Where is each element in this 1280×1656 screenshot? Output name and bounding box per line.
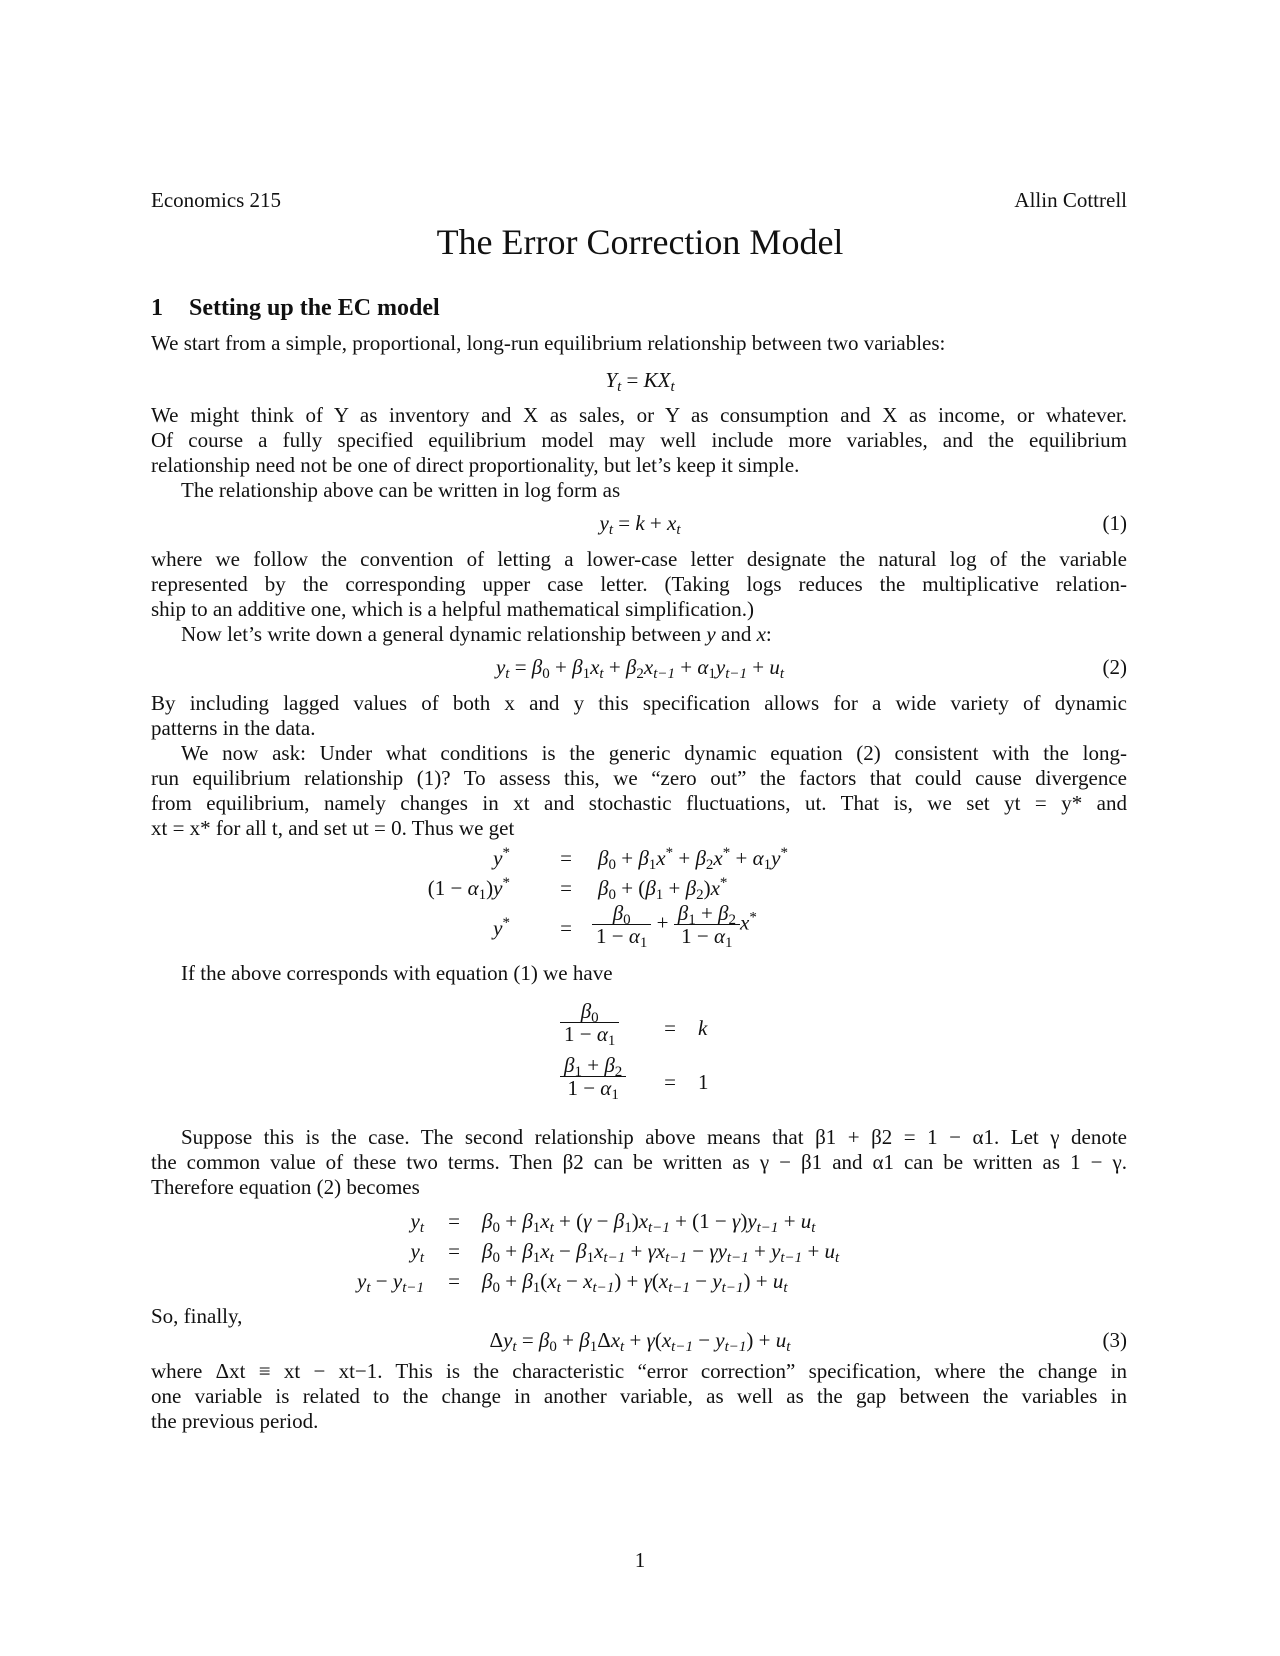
text-line: the common value of these two terms. Then β2 can be written as γ − β1 and α1 can be written as 1 − γ. xyxy=(151,1150,1127,1174)
section-heading xyxy=(151,295,440,322)
text-line: Suppose this is the case. The second relationship above means that β1 + β2 = 1 − α1. Let γ denote xyxy=(181,1125,1127,1149)
text-line: We now ask: Under what conditions is the generic dynamic equation (2) consistent with the long- xyxy=(181,741,1127,765)
text-line: one variable is related to the change in another variable, as well as the gap between the variables in xyxy=(151,1384,1127,1408)
paragraph-correspondence xyxy=(151,961,1127,986)
text-line: If the above corresponds with equation (1) we have xyxy=(181,961,613,985)
text-line: patterns in the data. xyxy=(151,716,316,740)
paragraph-interpretation xyxy=(151,403,1127,503)
equation-1: $y_t = k + x_t$ xyxy=(599,511,681,538)
text-line: Of course a fully specified equilibrium model may well include more variables, and the equilibrium xyxy=(151,428,1127,452)
text-line: the previous period. xyxy=(151,1409,319,1433)
text-line: represented by the corresponding upper case letter. (Taking logs reduces the multiplicative relation- xyxy=(151,572,1127,596)
equation-number-3: (3) xyxy=(1102,1328,1127,1352)
paragraph-dynamics xyxy=(151,691,1127,841)
text-line: where Δxt ≡ xt − xt−1. This is the characteristic “error correction” specification, where the change in xyxy=(151,1359,1127,1383)
paragraph-substitution xyxy=(151,1125,1127,1200)
paragraph-error-correction xyxy=(151,1359,1127,1434)
equation-array-conditions: $\frac{\beta_0}{1 - \alpha_1}$ = k $\frac{\beta_1 + \beta_2}{1 - \alpha_1}$ = 1 xyxy=(0,1000,1280,1120)
equation-number-2: (2) xyxy=(1102,655,1127,679)
equation-array-derivation: $y_t$ = $\beta_0 + \beta_1x_t + (\gamma - \beta_1)x_{t-1} + (1 - \gamma)y_{t-1} + u_t$ $y_t$ = $\beta_0 + \beta_1x_t - \beta_1x_{t-1} + \gamma x_{t-1} - \gamma y_{t-1} + y_{t-1} + u_t$ $y_t - y_{t-1}$ = $\beta_0 + \beta_1(x_t - x_{t-1}) + \gamma(x_{t-1} - y_{t-1}) + u_t$ xyxy=(357,1209,840,1296)
text-line: By including lagged values of both x and y this specification allows for a wide variety of dynamic xyxy=(151,691,1127,715)
equation-2: $y_t = \beta_0 + \beta_1x_t + \beta_2x_{t-1} + \alpha_1y_{t-1} + u_t$ xyxy=(495,655,785,682)
paragraph-intro xyxy=(151,331,1127,356)
text-line: relationship need not be one of direct proportionality, but let’s keep it simple. xyxy=(151,453,800,477)
page-number: 1 xyxy=(634,1548,646,1572)
text-line: Now let’s write down a general dynamic relationship between y and x: xyxy=(181,622,772,646)
header-course: Economics 215 xyxy=(151,188,282,212)
text-line: run equilibrium relationship (1)? To assess this, we “zero out” the factors that could cause divergence xyxy=(151,766,1127,790)
text-line: from equilibrium, namely changes in xt and stochastic fluctuations, ut. That is, we set yt = y* and xyxy=(151,791,1127,815)
text-line: The relationship above can be written in log form as xyxy=(181,478,621,502)
equation-3: $\Delta y_t = \beta_0 + \beta_1\Delta x_t + \gamma(x_{t-1} - y_{t-1}) + u_t$ xyxy=(489,1328,791,1355)
equation-levels: $Y_t = KX_t$ xyxy=(605,368,675,395)
header-author: Allin Cottrell xyxy=(1014,188,1127,212)
equation-array-equilibrium: y* = $\beta_0 + \beta_1x^* + \beta_2x^* + \alpha_1y^*$ $(1 - \alpha_1)y^*$ = $\beta_0 + (\beta_1 + \beta_2)x^*$ y* = $\frac{\beta_0}{1 - \alpha_1}$ + $\frac{\beta_1 + \beta_2}{1 - \alpha_1}$ x* xyxy=(427,845,788,951)
text-line: So, finally, xyxy=(151,1304,243,1328)
text-line: where we follow the convention of letting a lower-case letter designate the natural log of the variable xyxy=(151,547,1127,571)
paragraph-log-convention xyxy=(151,547,1127,647)
section-number: 1 xyxy=(151,295,163,321)
text-line: We might think of Y as inventory and X as sales, or Y as consumption and X as income, or whatever. xyxy=(151,403,1127,427)
equation-number-1: (1) xyxy=(1102,511,1127,535)
section-title: Setting up the EC model xyxy=(189,295,440,321)
paragraph-finally xyxy=(151,1304,1127,1329)
text-line: Therefore equation (2) becomes xyxy=(151,1175,420,1199)
text-line: xt = x* for all t, and set ut = 0. Thus we get xyxy=(151,816,515,840)
paragraph-intro-text: We start from a simple, proportional, long-run equilibrium relationship between two variables: xyxy=(151,331,946,355)
text-line: ship to an additive one, which is a helpful mathematical simplification.) xyxy=(151,597,755,621)
page-title: The Error Correction Model xyxy=(436,222,844,262)
